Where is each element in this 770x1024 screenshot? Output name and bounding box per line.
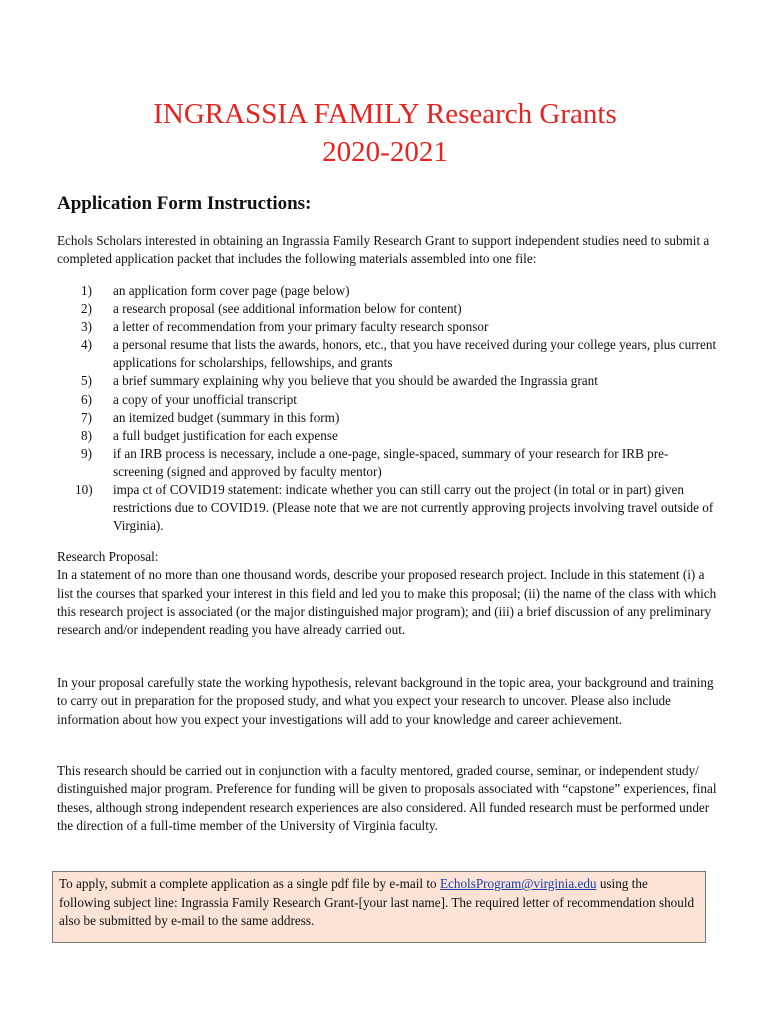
page-title: INGRASSIA FAMILY Research Grants [153,98,617,130]
hypothesis-paragraph: In your proposal carefully state the working hypothesis, relevant background in the topic area, your background and training to carry out in preparation for the proposed study, and what you expect your research to uncover. Please also include information about how you expect your investigations will add to your knowledge and career achievement. [57,675,714,727]
research-proposal-section [57,548,717,639]
list-item-number: 8) [81,427,92,443]
list-item-text: a letter of recommendation from your primary faculty research sponsor [113,319,489,335]
list-item-text: if an IRB process is necessary, include a one-page, single-spaced, summary of your research for IRB pre-screening (signed and approved by faculty mentor) [113,445,669,479]
list-item [57,336,717,372]
list-item [57,445,717,481]
list-item-text: an itemized budget (summary in this form) [113,409,340,425]
list-item-number: 2) [81,301,92,317]
list-item-number: 10) [75,482,93,498]
list-item-text: a brief summary explaining why you believe that you should be awarded the Ingrassia grant [113,373,598,389]
list-item-text: a copy of your unofficial transcript [113,391,297,407]
research-proposal-text: In a statement of no more than one thousand words, describe your proposed research project. Include in this statement (i) a list the courses that sparked your interest in this field and led you to make this proposal; (ii) the name of the class with which this research project is associated (or the major distinguished major program); and (iii) a brief discussion of any preliminary research and/or independent reading you have already carried out. [57,567,717,638]
page-subtitle-year: 2020-2021 [322,136,448,168]
list-item-text: impa ct of COVID19 statement: indicate whether you can still carry out the project (in total or in part) given restrictions due to COVID19. (Please note that we are not currently approving projects involving travel outside of Virginia). [113,482,714,534]
list-item [57,427,717,445]
list-item-number: 5) [81,373,92,389]
list-item-text: a personal resume that lists the awards, honors, etc., that you have received during your college years, plus current applications for scholarships, fellowships, and grants [113,337,717,371]
list-item-text: a research proposal (see additional information below for content) [113,301,462,317]
list-item [57,391,717,409]
instructions-intro: Echols Scholars interested in obtaining an Ingrassia Family Research Grant to support independent studies need to submit a completed application packet that includes the following materials assembled into one file: [57,233,710,267]
list-item-number: 3) [81,319,92,335]
research-proposal-label: Research Proposal: [57,549,159,564]
list-item-number: 1) [81,283,92,298]
apply-callout-box [52,871,706,943]
echols-email-link[interactable]: EcholsProgram@virginia.edu [439,876,597,891]
materials-list [57,282,717,535]
list-item [57,372,717,390]
instructions-heading: Application Form Instructions: [57,193,312,214]
list-item-text: a full budget justification for each expense [113,427,338,443]
apply-callout-text-start: To apply, submit a complete application as a single pdf file by e-mail to [59,876,440,891]
list-item [57,481,717,535]
list-item [57,282,717,300]
list-item-number: 4) [81,337,92,353]
apply-callout-text-end: using the following subject line: Ingrassia Family Research Grant-[your last name]. The required letter of recommendation should also be submitted by e-mail to the same address. [59,876,695,928]
list-item [57,300,717,318]
list-item-number: 6) [81,391,92,407]
list-item [57,318,717,336]
list-item-number: 7) [81,409,92,425]
list-item-number: 9) [81,445,92,461]
list-item [57,409,717,427]
list-item-text: an application form cover page (page below) [113,283,350,298]
faculty-mentor-paragraph: This research should be carried out in conjunction with a faculty mentored, graded course, seminar, or independent study/ distinguished major program. Preference for funding will be given to proposals associated with “capstone” experiences, final theses, although strong independent research experiences are also considered. All funded research must be performed under the direction of a full-time member of the University of Virginia faculty. [57,763,717,833]
